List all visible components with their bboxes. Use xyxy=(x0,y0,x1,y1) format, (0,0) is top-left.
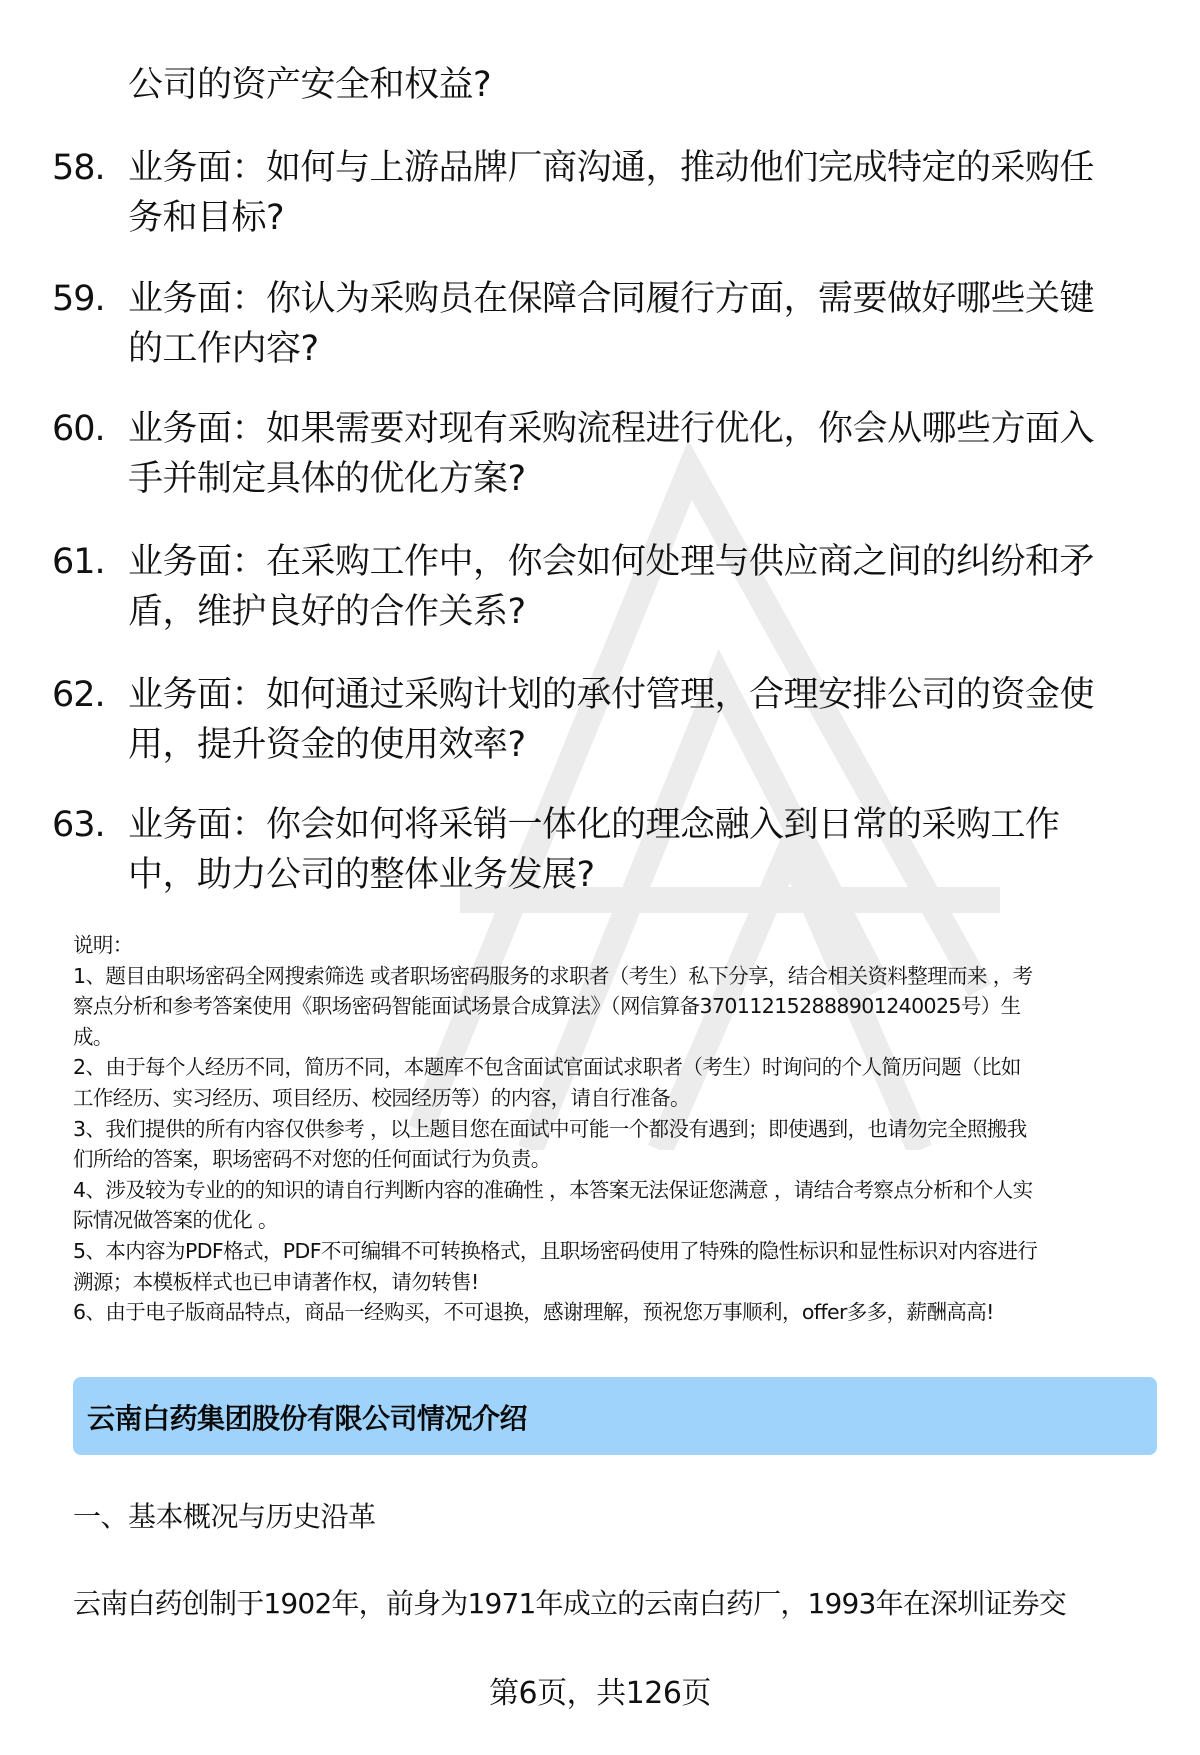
notes-title: 说明： xyxy=(73,933,133,957)
question-text-line: 业务面：你认为采购员在保障合同履行方面，需要做好哪些关键 xyxy=(128,279,1095,319)
question-text-line: 中，助力公司的整体业务发展? xyxy=(128,855,595,895)
note-line: 溯源；本模板样式也已申请著作权，请勿转售! xyxy=(73,1269,479,1294)
note-line: 察点分析和参考答案使用《职场密码智能面试场景合成算法》（网信算备370112152888901240025号）生 xyxy=(73,994,1021,1019)
page-footer: 第6页，共126页 xyxy=(489,1676,711,1711)
question-number: 60. xyxy=(52,409,105,449)
question-number: 58. xyxy=(52,148,105,188)
question-number: 63. xyxy=(52,805,105,845)
question-text-line: 的工作内容? xyxy=(128,329,319,369)
note-line: 3、我们提供的所有内容仅供参考 ，以上题目您在面试中可能一个都没有遇到；即使遇到，也请勿完全照搬我 xyxy=(73,1116,1027,1141)
intro-paragraph: 云南白药创制于1902年，前身为1971年成立的云南白药厂，1993年在深圳证券交 xyxy=(73,1587,1066,1620)
question-text-line: 用，提升资金的使用效率? xyxy=(128,725,526,765)
note-line: 2、由于每个人经历不同，简历不同，本题库不包含面试官面试求职者（考生）时询问的个人简历问题（比如 xyxy=(73,1055,1021,1080)
question-text-line: 公司的资产安全和权益? xyxy=(128,65,492,105)
question-number: 62. xyxy=(52,675,105,715)
note-line: 工作经历、实习经历、项目经历、校园经历等）的内容，请自行准备。 xyxy=(73,1085,690,1110)
question-text-line: 业务面：如何与上游品牌厂商沟通，推动他们完成特定的采购任 xyxy=(128,148,1095,188)
section-heading: 一、基本概况与历史沿革 xyxy=(73,1500,376,1533)
question-number: 59. xyxy=(52,279,105,319)
note-line: 1、题目由职场密码全网搜索筛选 或者职场密码服务的求职者（考生）私下分享，结合相关资料整理而来 ，考 xyxy=(73,963,1033,988)
note-line: 成。 xyxy=(73,1024,113,1049)
note-line: 们所给的答案，职场密码不对您的任何面试行为负责。 xyxy=(73,1147,551,1172)
question-text-line: 盾，维护良好的合作关系? xyxy=(128,592,526,632)
question-number: 61. xyxy=(52,542,105,582)
question-text-line: 业务面：如果需要对现有采购流程进行优化，你会从哪些方面入 xyxy=(128,409,1095,449)
notes-section xyxy=(73,930,1163,1328)
question-text-line: 手并制定具体的优化方案? xyxy=(128,459,526,499)
company-banner xyxy=(73,1377,1157,1455)
note-line: 4、涉及较为专业的的知识的请自行判断内容的准确性 ，本答案无法保证您满意 ，请结合考察点分析和个人实 xyxy=(73,1177,1033,1202)
note-line: 际情况做答案的优化 。 xyxy=(73,1208,278,1233)
question-text-line: 业务面：在采购工作中，你会如何处理与供应商之间的纠纷和矛 xyxy=(128,542,1095,582)
question-text-line: 务和目标? xyxy=(128,198,285,238)
note-line: 5、本内容为PDF格式，PDF不可编辑不可转换格式，且职场密码使用了特殊的隐性标识和显性标识对内容进行 xyxy=(73,1238,1038,1263)
question-text-line: 业务面：你会如何将采销一体化的理念融入到日常的采购工作 xyxy=(128,805,1060,845)
banner-title: 云南白药集团股份有限公司情况介绍 xyxy=(87,1402,528,1435)
question-text-line: 业务面：如何通过采购计划的承付管理，合理安排公司的资金使 xyxy=(128,675,1095,715)
note-line: 6、由于电子版商品特点，商品一经购买，不可退换，感谢理解，预祝您万事顺利，offer多多，薪酬高高! xyxy=(73,1300,994,1325)
